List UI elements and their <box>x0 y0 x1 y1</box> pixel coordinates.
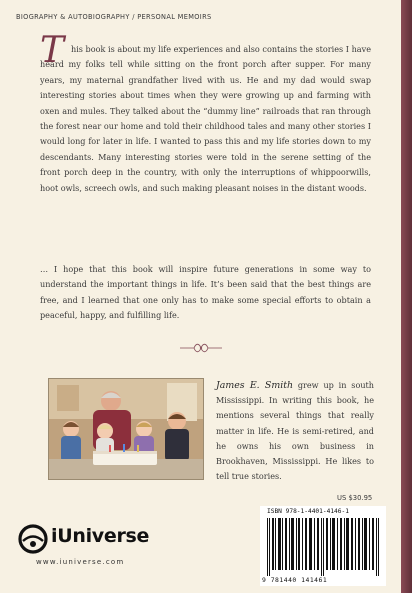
barcode-box <box>260 506 386 586</box>
description-paragraph-2: … I hope that this book will inspire future generations in some way to understand the important things in life. It’s been said that the best things are free, and I learned that one only has to make some special efforts to obtain a peaceful, happy, and fulfilling life. <box>40 264 371 321</box>
barcode-digits: 9 781440 141461 <box>262 576 328 584</box>
author-bio-text: grew up in south Mississippi. In writing this book, he mentions several things that really matter in life. He is semi-retired, and he owns his own business in Brookhaven, Mississippi. He likes to tell true stories. <box>216 380 374 482</box>
publisher-name: iUniverse <box>51 525 150 547</box>
isbn-label: ISBN 978-1-4401-4146-1 <box>267 508 349 515</box>
publisher-logo <box>18 524 168 554</box>
price-label: US $30.95 <box>337 494 373 502</box>
barcode-bars <box>267 518 379 576</box>
author-family-photo <box>48 378 204 480</box>
ornament-divider-icon <box>179 342 223 354</box>
publisher-url[interactable]: www.iuniverse.com <box>36 558 125 566</box>
author-bio <box>216 378 374 484</box>
drop-cap: T <box>40 30 65 71</box>
author-name: James E. Smith <box>216 380 294 391</box>
description-paragraph-1: his book is about my life experiences and also contains the stories I have heard my folks tell while sitting on the front porch after supper. For many years, my maternal grandfather lived with us. He and my dad would swap interesting stories about times when they were growing up and farming with oxen and mules. They talked about the “dummy line” railroads that ran through the forest near our home and told their childhood tales and many other stories I would long for later in life. I wanted to pass this and my life stories down to my descendants. Many interesting stories were told in the serene setting of the front porch deep in the country, with only the interruptions of whippoorwills, hoot owls, screech owls, and such making pleasant noises in the distant woods. <box>40 44 371 193</box>
category-label: BIOGRAPHY & AUTOBIOGRAPHY / PERSONAL MEMOIRS <box>16 13 212 21</box>
spine-edge <box>401 0 412 593</box>
iuniverse-logo-icon <box>18 524 48 554</box>
